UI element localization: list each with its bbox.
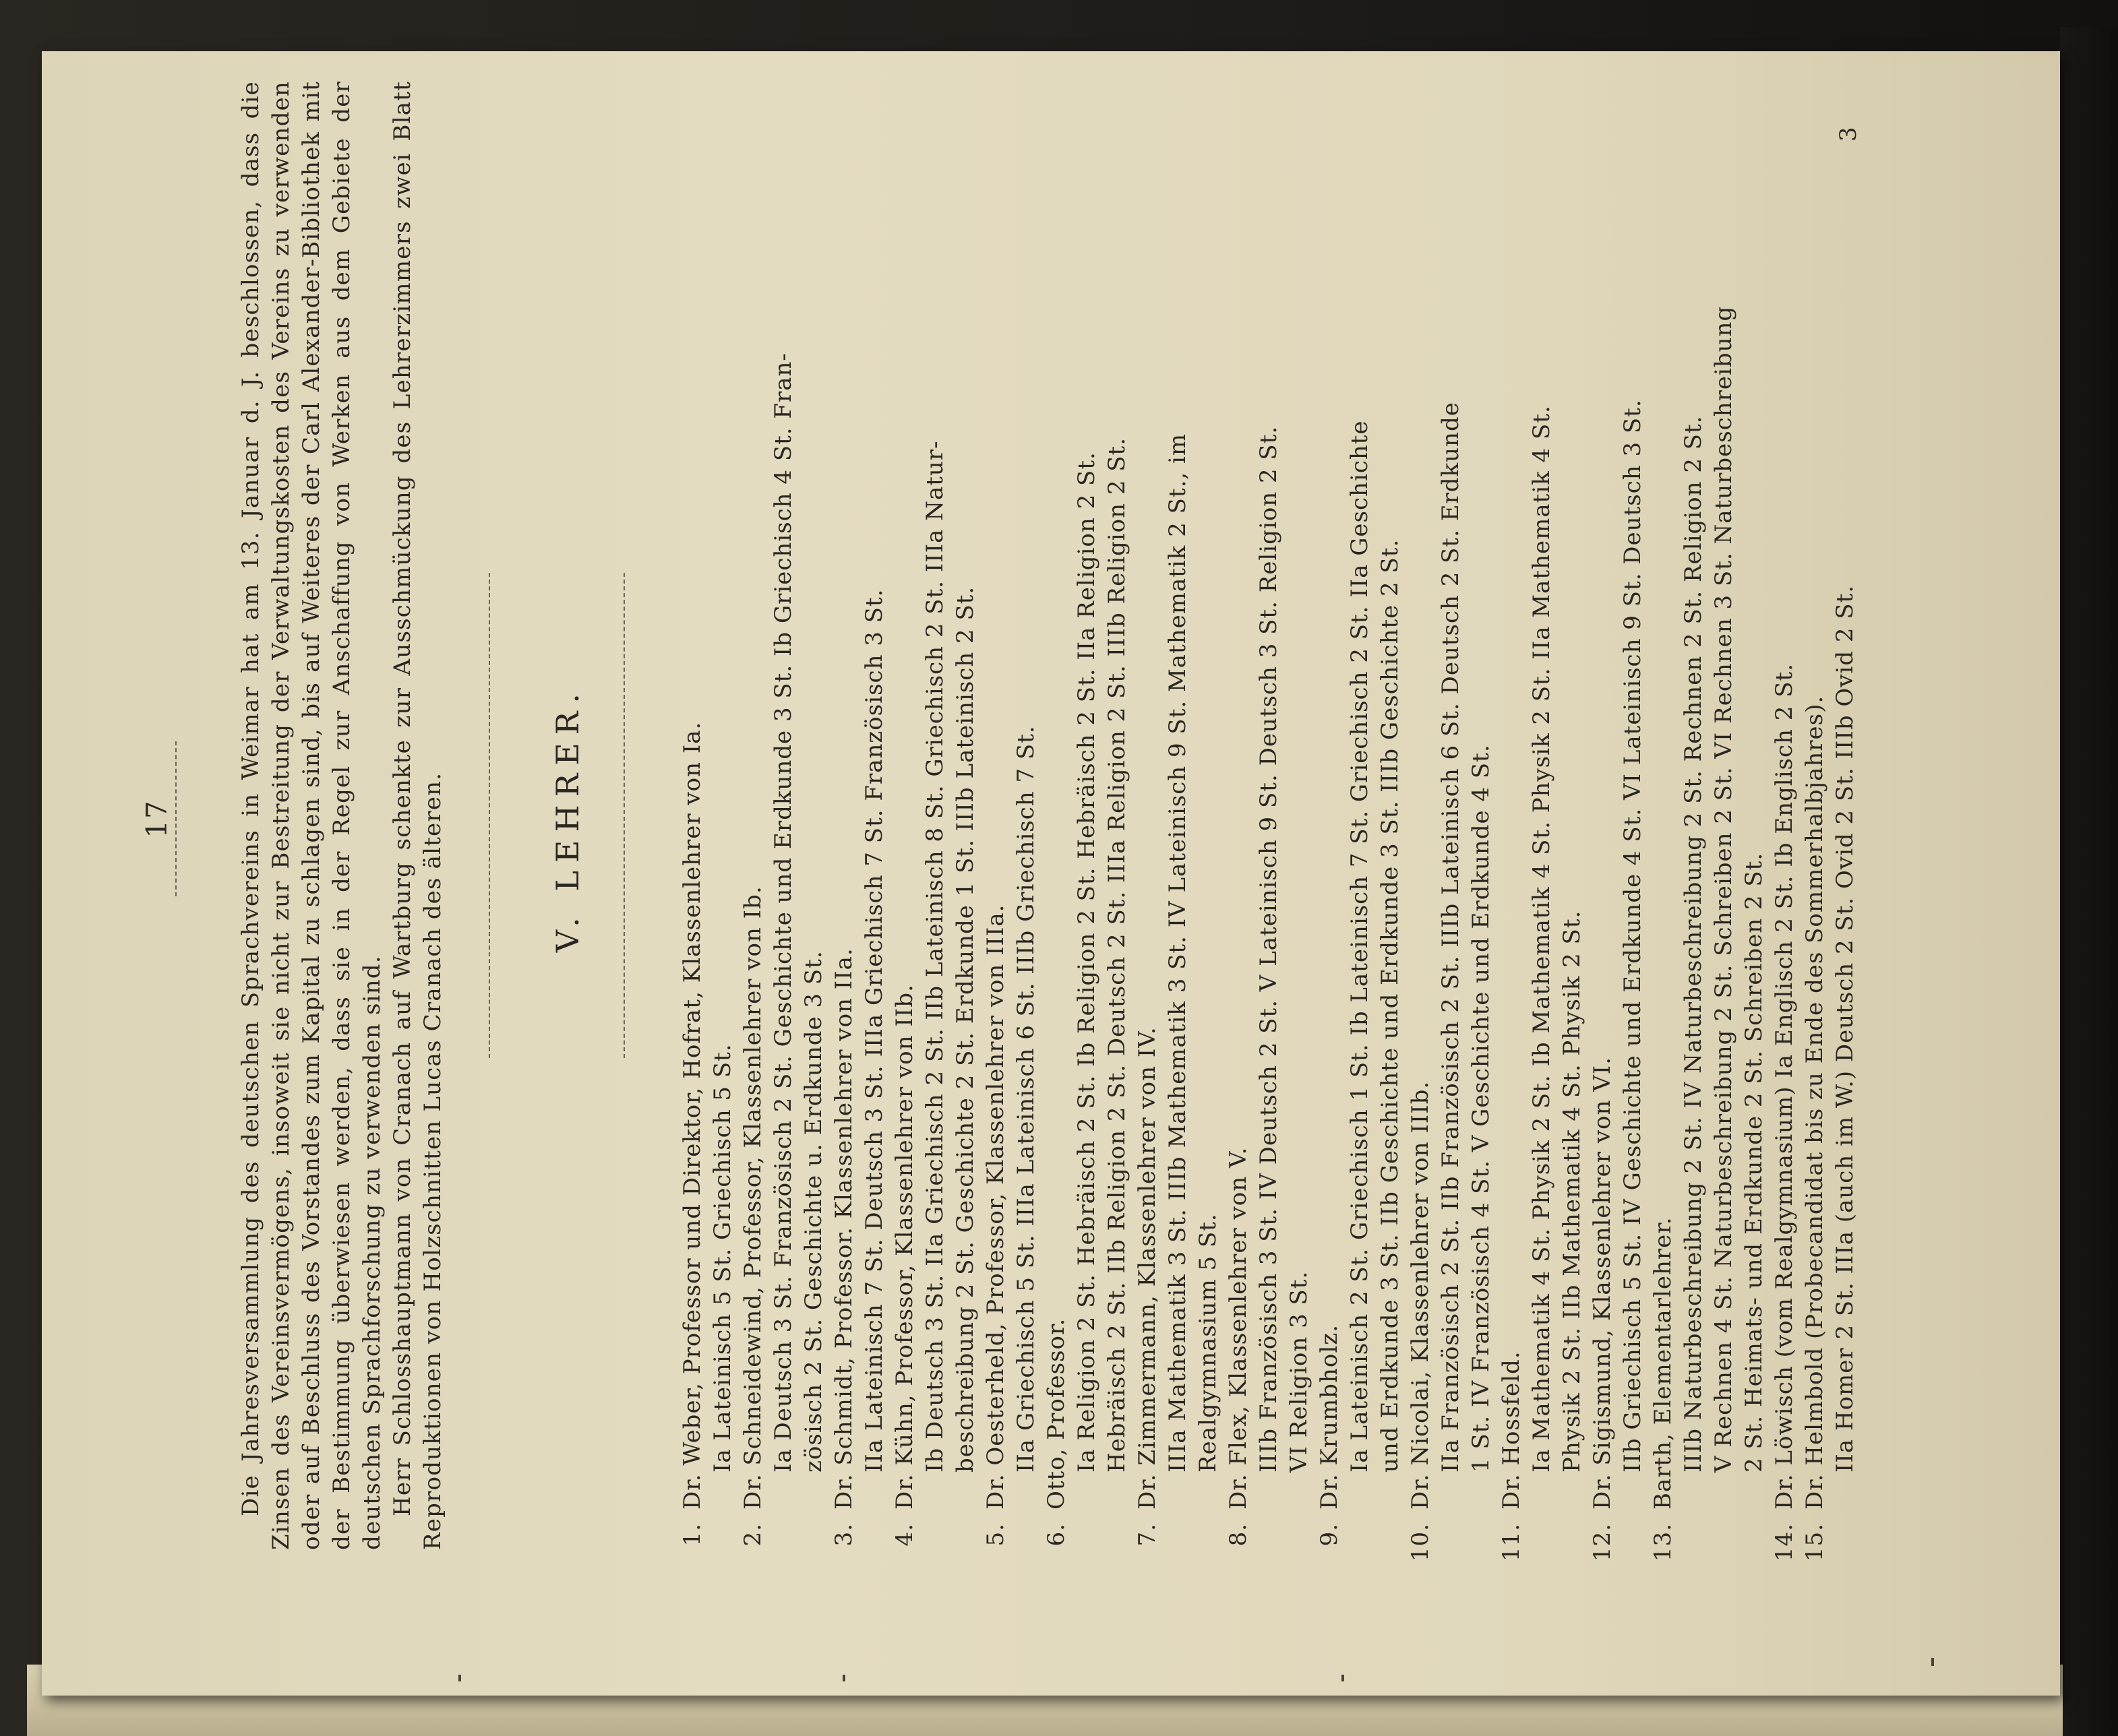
teacher-subjects-line: und Erdkunde 3 St. IIb Geschichte und Erdkunde 3 St. IIIb Geschichte 2 St. (1376, 538, 1403, 1472)
teacher-entry (1132, 67, 1223, 1570)
teacher-subjects-line: IIIa Mathematik 3 St. IIIb Mathematik 3 St. IV Lateinisch 9 St. Mathematik 2 St., im (1164, 433, 1191, 1472)
teacher-subjects-line: IIb Griechisch 5 St. IV Geschichte und Erdkunde 4 St. VI Lateinisch 9 St. Deutsch 3 St. (1619, 399, 1646, 1472)
teacher-subjects-line: IIIb Französisch 3 St. IV Deutsch 2 St. V Lateinisch 9 St. Deutsch 3 St. Religion 2 St. (1255, 425, 1282, 1472)
teacher-subjects-line: VI Religion 3 St. (1285, 1270, 1312, 1472)
book-spine (2060, 27, 2118, 1736)
tick-mark (458, 1675, 461, 1681)
teacher-name-line: Dr. Oesterheld, Professor, Klassenlehrer von IIIa. (982, 904, 1009, 1510)
teacher-entry (1769, 67, 1800, 1570)
teacher-name-line: Barth, Elementarlehrer. (1650, 1216, 1676, 1510)
teacher-name-line: Dr. Flex, Klassenlehrer von V. (1225, 1146, 1252, 1510)
teacher-number: 10. (1407, 1523, 1434, 1562)
teacher-number: 9. (1316, 1523, 1343, 1547)
teacher-number: 5. (982, 1523, 1009, 1547)
teacher-number: 14. (1771, 1523, 1798, 1562)
intro-paragraph: Die Jahresversammlung des deutschen Sprachvereins in Weimar hat am 13. Januar d. J. beschlossen, dass die Zinsen des Vereinsvermögens, insoweit sie nicht zur Bestreitung der Verwaltungskosten des Vereins zu verwenden oder auf Beschluss des Vorstandes zum Kapital zu schlagen sind, bis auf Weiteres der Carl Alexander-Bibliothek mit der Bestimmung überwiesen werden, dass sie in der Regel zur Anschaffung von Werken aus dem Gebiete der deutschen Sprachforschung zu verwenden sind. (237, 81, 386, 1550)
teacher-name-line: Dr. Krumbholz. (1316, 1324, 1343, 1510)
teacher-name-line: Dr. Helmbold (Probecandidat bis zu Ende des Sommerhalbjahres). (1801, 695, 1828, 1510)
teacher-subjects-line: IIa Griechisch 5 St. IIIa Lateinisch 6 St. IIIb Griechisch 7 St. (1012, 725, 1039, 1472)
teacher-entry (738, 67, 829, 1570)
teacher-subjects-line: IIa Homer 2 St. IIIa (auch im W.) Deutsch 2 St. Ovid 2 St. IIIb Ovid 2 St. (1832, 584, 1858, 1472)
teacher-subjects-line: 2 St. Heimats- und Erdkunde 2 St. Schreiben 2 St. (1741, 852, 1767, 1472)
teacher-entry (1223, 67, 1314, 1570)
teacher-subjects-line: Ib Deutsch 3 St. IIa Griechisch 2 St. IIb Lateinisch 8 St. Griechisch 2 St. IIIa Natur- (921, 440, 948, 1472)
teacher-subjects-line: Hebräisch 2 St. IIb Religion 2 St. Deutsch 2 St. IIIa Religion 2 St. IIIb Religion 2 St. (1103, 437, 1130, 1472)
teacher-number: 8. (1225, 1523, 1252, 1547)
tick-mark (1341, 1675, 1344, 1681)
page-number: 17 (140, 799, 173, 838)
teacher-subjects-line: IIa Lateinisch 7 St. Deutsch 3 St. IIIa Griechisch 7 St. Französisch 3 St. (861, 588, 888, 1472)
teacher-entry (981, 67, 1041, 1570)
section-divider (489, 573, 490, 1058)
teacher-subjects-line: zösisch 2 St. Geschichte u. Erdkunde 3 St. (800, 950, 827, 1472)
signature-mark: 3 (1835, 127, 1862, 142)
teacher-entry (1405, 67, 1496, 1570)
teacher-subjects-line: Ia Religion 2 St. Hebräisch 2 St. Ib Religion 2 St. Hebräisch 2 St. IIa Religion 2 St. (1073, 452, 1100, 1472)
teacher-name-line: Otto, Professor. (1043, 1318, 1070, 1510)
teacher-name-line: Dr. Kühn, Professor, Klassenlehrer von IIb. (891, 984, 918, 1510)
teacher-number: 1. (679, 1523, 706, 1547)
section-heading: V. LEHRER. (549, 685, 586, 953)
teacher-subjects-line: Ia Mathematik 4 St. Physik 2 St. Ib Mathematik 4 St. Physik 2 St. IIa Mathematik 4 St. (1528, 405, 1555, 1472)
teacher-subjects-line: Ia Deutsch 3 St. Französisch 2 St. Geschichte und Erdkunde 3 St. Ib Griechisch 4 St. Fran- (770, 352, 797, 1472)
teacher-entry (1314, 67, 1405, 1570)
teacher-subjects-line: IIa Französisch 2 St. IIb Französisch 2 St. IIIb Lateinisch 6 St. Deutsch 2 St. Erdkunde (1437, 402, 1464, 1472)
teacher-number: 7. (1134, 1523, 1161, 1547)
teacher-number: 12. (1589, 1523, 1616, 1562)
teacher-number: 3. (830, 1523, 857, 1547)
intro-text (236, 81, 448, 1550)
teacher-entry (677, 67, 738, 1570)
teacher-name-line: Dr. Nicolai, Klassenlehrer von IIIb. (1407, 1080, 1434, 1510)
teacher-name-line: Dr. Schneidewind, Professor, Klassenlehrer von Ib. (739, 886, 766, 1510)
teacher-entry (1587, 67, 1648, 1570)
tick-mark (843, 1675, 845, 1681)
teacher-entry (1648, 67, 1769, 1570)
teacher-list (677, 67, 1860, 1570)
teacher-number: 11. (1498, 1523, 1525, 1562)
teacher-number: 4. (891, 1523, 918, 1547)
intro-paragraph: Herr Schlosshauptmann von Cranach auf Wartburg schenkte zur Ausschmückung des Lehrerzimmers zwei Blatt Reproduktionen von Holzschnitten Lucas Cranach des älteren. (389, 81, 446, 1550)
teacher-subjects-line: IIIb Naturbeschreibung 2 St. IV Naturbeschreibung 2 St. Rechnen 2 St. Religion 2 St. (1680, 415, 1707, 1472)
teacher-name-line: Dr. Sigismund, Klassenlehrer von VI. (1589, 1056, 1616, 1510)
teacher-subjects-line: Ia Lateinisch 5 St. Griechisch 5 St. (709, 1043, 736, 1472)
teacher-number: 6. (1043, 1523, 1070, 1547)
teacher-entry (890, 67, 981, 1570)
teacher-subjects-line: Physik 2 St. IIb Mathematik 4 St. Physik 2 St. (1559, 910, 1585, 1472)
teacher-number: 13. (1650, 1523, 1676, 1562)
teacher-subjects-line: Realgymnasium 5 St. (1194, 1213, 1221, 1472)
teacher-subjects-line: beschreibung 2 St. Geschichte 2 St. Erdkunde 1 St. IIIb Lateinisch 2 St. (952, 586, 979, 1472)
teacher-entry (829, 67, 890, 1570)
teacher-entry (1496, 67, 1587, 1570)
teacher-number: 15. (1801, 1523, 1828, 1562)
teacher-name-line: Dr. Hossfeld. (1498, 1351, 1525, 1510)
teacher-entry (1041, 67, 1132, 1570)
teacher-name-line: Dr. Schmidt, Professor. Klassenlehrer von IIa. (830, 948, 857, 1510)
page-number-ornament (173, 741, 177, 896)
teacher-name-line: Dr. Weber, Professor und Direktor, Hofrat, Klassenlehrer von Ia. (679, 721, 706, 1510)
rotated-page-content (121, 47, 1887, 1590)
teacher-subjects-line: V Rechnen 4 St. Naturbeschreibung 2 St. Schreiben 2 St. VI Rechnen 3 St. Naturbeschreibung (1710, 305, 1737, 1472)
teacher-entry (1800, 67, 1860, 1570)
teacher-subjects-line: 1 St. IV Französisch 4 St. V Geschichte und Erdkunde 4 St. (1468, 744, 1494, 1472)
section-divider (624, 573, 625, 1058)
teacher-number: 2. (739, 1523, 766, 1547)
teacher-name-line: Dr. Zimmermann, Klassenlehrer von IV. (1134, 1026, 1161, 1510)
teacher-name-line: Dr. Löwisch (vom Realgymnasium) Ia Englisch 2 St. Ib Englisch 2 St. (1771, 663, 1798, 1510)
teacher-subjects-line: Ia Lateinisch 2 St. Griechisch 1 St. Ib Lateinisch 7 St. Griechisch 2 St. IIa Geschichte (1346, 420, 1373, 1472)
tick-mark (1931, 1658, 1934, 1666)
